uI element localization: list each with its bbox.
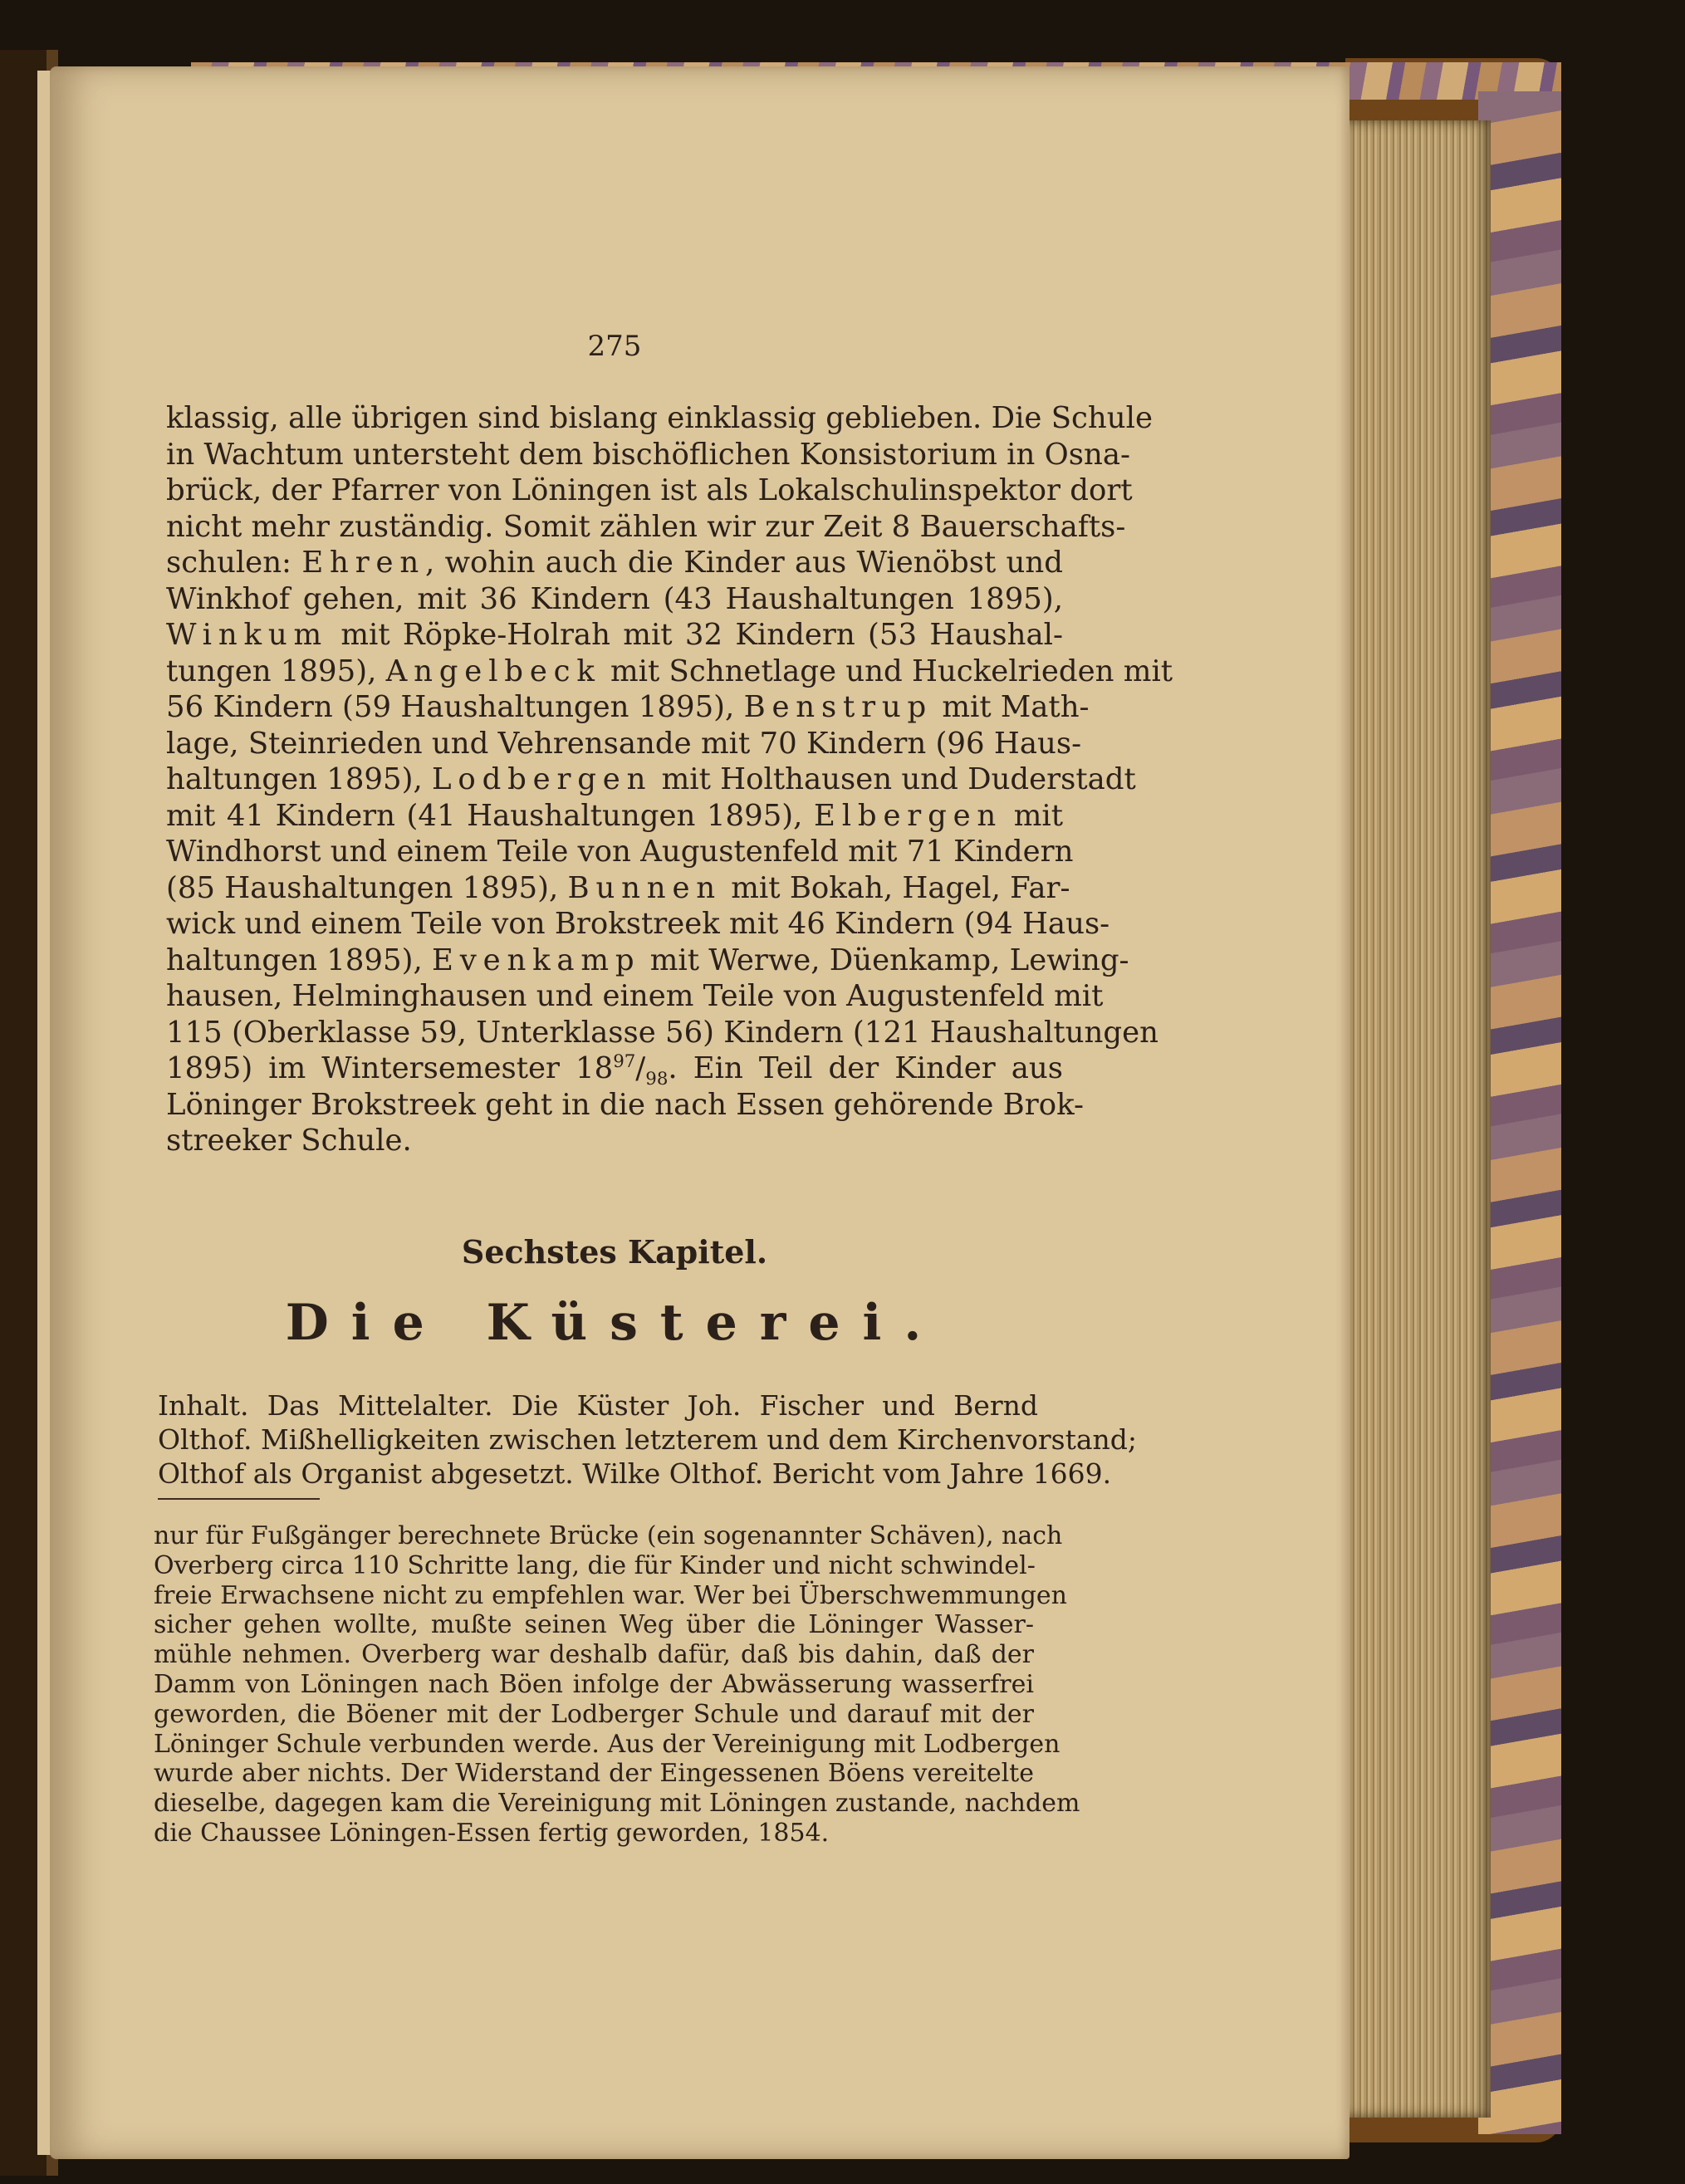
spaced-place-name: Lodbergen bbox=[432, 762, 653, 796]
summary-line: Inhalt. Das Mittelalter. Die Küster Joh. Fischer und Bernd bbox=[158, 1389, 1038, 1422]
spaced-place-name: Winkum bbox=[166, 618, 328, 652]
chapter-label: Sechstes Kapitel. bbox=[461, 1233, 768, 1271]
body-line bbox=[166, 437, 1131, 473]
body-text-run: tungen 1895), bbox=[166, 654, 386, 688]
page-number: 275 bbox=[587, 330, 642, 363]
spaced-place-name: Benstrup bbox=[743, 690, 933, 724]
body-text-run: mit bbox=[1002, 798, 1063, 833]
body-text-run: klassig, alle übrigen sind bislang einklassig geblieben. Die Schule bbox=[166, 401, 1154, 435]
body-line bbox=[166, 906, 1110, 943]
footnote-line: Overberg circa 110 Schritte lang, die für Kinder und nicht schwindel- bbox=[154, 1550, 1036, 1580]
body-line bbox=[166, 943, 1129, 979]
footnote-line: freie Erwachsene nicht zu empfehlen war. Wer bei Überschwemmungen bbox=[154, 1580, 1067, 1610]
footnote-line: nur für Fußgänger berechnete Brücke (ein sogenannter Schäven), nach bbox=[154, 1521, 1063, 1550]
body-text-run: mit Holthausen und Duderstadt bbox=[652, 762, 1136, 796]
body-text-run: brück, der Pfarrer von Löningen ist als Lokalschulinspektor dort bbox=[166, 473, 1133, 507]
body-line bbox=[166, 870, 1070, 907]
summary-line: Olthof als Organist abgesetzt. Wilke Olthof. Bericht vom Jahre 1669. bbox=[158, 1457, 1112, 1490]
body-line bbox=[166, 834, 1074, 870]
body-text-run: haltungen 1895), bbox=[166, 943, 433, 977]
body-line bbox=[166, 761, 1136, 798]
body-text-run: mit Röpke-Holrah mit 32 Kindern (53 Haushal- bbox=[327, 618, 1063, 652]
body-line bbox=[166, 400, 1154, 437]
body-line bbox=[166, 1050, 1063, 1090]
body-text-run: mit Schnetlage und Huckelrieden mit bbox=[600, 654, 1173, 688]
body-line bbox=[166, 689, 1090, 726]
body-line bbox=[166, 1123, 1063, 1159]
body-text-run: in Wachtum untersteht dem bischöflichen Konsistorium in Osna- bbox=[166, 437, 1131, 472]
book-page bbox=[50, 66, 1349, 2159]
body-text-run: mit 41 Kindern (41 Haushaltungen 1895), bbox=[166, 798, 815, 833]
chapter-summary bbox=[158, 1388, 1138, 1491]
body-line bbox=[166, 1015, 1158, 1051]
body-text-run: / bbox=[635, 1051, 646, 1085]
footnote-line: geworden, die Böener mit der Lodberger Schule und darauf mit der bbox=[154, 1699, 1034, 1729]
body-line bbox=[166, 617, 1063, 654]
body-text-run: 1895) im Wintersemester 18 bbox=[166, 1051, 614, 1085]
spaced-place-name: Angelbeck bbox=[385, 654, 601, 688]
footnote-rule bbox=[158, 1498, 320, 1500]
body-text-run: Winkhof gehen, mit 36 Kindern (43 Haushaltungen 1895), bbox=[166, 581, 1063, 616]
body-text-run: wick und einem Teile von Brokstreek mit 46 Kindern (94 Haus- bbox=[166, 907, 1110, 941]
body-text-run: mit Bokah, Hagel, Far- bbox=[721, 870, 1070, 905]
spaced-place-name: Elbergen bbox=[814, 798, 1003, 833]
body-text-run: , wohin auch die Kinder aus Wienöbst und bbox=[425, 546, 1063, 580]
body-text-run: 97 bbox=[613, 1051, 636, 1073]
body-text-run: 115 (Oberklasse 59, Unterklasse 56) Kindern (121 Haushaltungen bbox=[166, 1015, 1158, 1050]
body-text-run: mit Math- bbox=[933, 690, 1090, 724]
body-text-run: 98 bbox=[645, 1069, 669, 1090]
footnote-line: die Chaussee Löningen-Essen fertig geworden, 1854. bbox=[154, 1818, 830, 1848]
summary-line: Olthof. Mißhelligkeiten zwischen letzterem und dem Kirchenvorstand; bbox=[158, 1423, 1138, 1456]
body-text-run: haltungen 1895), bbox=[166, 762, 433, 796]
body-text-run: 56 Kindern (59 Haushaltungen 1895), bbox=[166, 690, 744, 724]
body-text-run: streeker Schule. bbox=[166, 1124, 412, 1158]
body-line bbox=[166, 798, 1063, 835]
page-block-edge bbox=[1337, 120, 1491, 2118]
marbled-endpaper-right bbox=[1478, 91, 1561, 2134]
body-text-run: hausen, Helminghausen und einem Teile von Augustenfeld mit bbox=[166, 979, 1104, 1013]
body-text-run: Löninger Brokstreek geht in die nach Essen gehörende Brok- bbox=[166, 1087, 1084, 1122]
body-line bbox=[166, 545, 1063, 581]
body-text-run: . Ein Teil der Kinder aus bbox=[668, 1051, 1063, 1085]
body-line bbox=[166, 509, 1126, 546]
body-text-run: schulen: bbox=[166, 546, 302, 580]
footnote bbox=[154, 1521, 1080, 1849]
footnote-line: sicher gehen wollte, mußte seinen Weg über die Löninger Wasser- bbox=[154, 1610, 1034, 1640]
spaced-place-name: Bunnen bbox=[567, 870, 722, 905]
footnote-line: mühle nehmen. Overberg war deshalb dafür, daß bis dahin, daß der bbox=[154, 1640, 1034, 1670]
body-text-run: nicht mehr zuständig. Somit zählen wir zur Zeit 8 Bauerschafts- bbox=[166, 509, 1126, 544]
body-text bbox=[166, 400, 1173, 1159]
body-line bbox=[166, 581, 1063, 618]
spaced-place-name: Evenkamp bbox=[432, 943, 641, 977]
body-text-run: Windhorst und einem Teile von Augustenfeld mit 71 Kindern bbox=[166, 835, 1074, 869]
body-line bbox=[166, 726, 1082, 762]
body-line bbox=[166, 1087, 1084, 1124]
footnote-line: Löninger Schule verbunden werde. Aus der Vereinigung mit Lodbergen bbox=[154, 1729, 1060, 1759]
footnote-line: wurde aber nichts. Der Widerstand der Eingessenen Böens vereitelte bbox=[154, 1759, 1034, 1789]
footnote-line: Damm von Löningen nach Böen infolge der Abwässerung wasserfrei bbox=[154, 1669, 1034, 1699]
body-text-run: mit Werwe, Düenkamp, Lewing- bbox=[640, 943, 1129, 977]
spaced-place-name: Ehren bbox=[301, 546, 425, 580]
chapter-title: Die Küsterei. bbox=[285, 1294, 944, 1352]
body-text-run: lage, Steinrieden und Vehrensande mit 70 Kindern (96 Haus- bbox=[166, 726, 1082, 761]
body-line bbox=[166, 978, 1104, 1015]
body-line bbox=[166, 654, 1173, 690]
body-text-run: (85 Haushaltungen 1895), bbox=[166, 870, 568, 905]
body-line bbox=[166, 473, 1133, 509]
footnote-line: dieselbe, dagegen kam die Vereinigung mit Löningen zustande, nachdem bbox=[154, 1789, 1080, 1819]
